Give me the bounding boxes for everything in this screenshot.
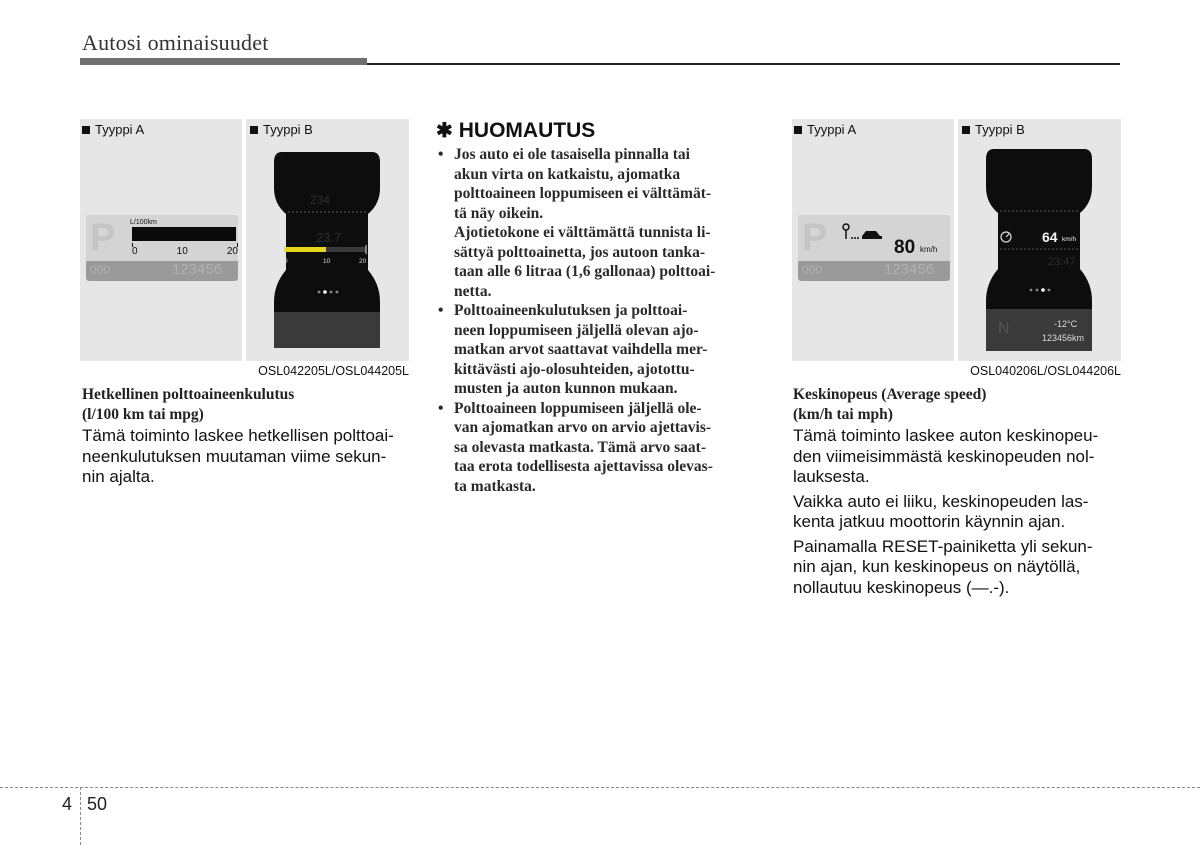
left-body: Tämä toiminto laskee hetkellisen polttoai- neenkulutuksen muutaman viime sekun- nin ajalta. — [82, 426, 394, 486]
scale-20: 20 — [359, 258, 367, 265]
square-bullet-icon — [82, 126, 90, 134]
unit-label: L/100km — [130, 219, 157, 226]
odo-left: 000 — [90, 263, 111, 277]
page-number: 50 — [87, 794, 108, 814]
faded-time: 23:47 — [1048, 256, 1076, 268]
odo-right: 123456 — [884, 261, 935, 278]
note-list — [436, 145, 768, 496]
square-bullet-icon — [250, 126, 258, 134]
fuel-consumption-track — [326, 247, 366, 252]
running-header: Autosi ominaisuudet — [82, 30, 269, 55]
figure-label-b: Tyyppi B — [962, 122, 1025, 137]
gear-indicator: N — [998, 320, 1010, 337]
chapter-number: 4 — [62, 794, 73, 814]
footer-rule — [0, 787, 1200, 788]
speed-value: 80 — [894, 237, 916, 258]
note-item: • Polttoaineenkulutuksen ja polttoai- neen loppumiseen jäljellä olevan ajo- matkan arvot saattavat vaihdella mer- kittävästi ajo-olosuhteiden, ajotottu- musten ja auton kunnon mukaan. — [438, 302, 708, 397]
left-heading: Hetkellinen polttoaineenkulutus (l/100 km tai mpg) — [82, 386, 295, 423]
right-heading: Keskinopeus (Average speed) (km/h tai mph) — [793, 386, 987, 423]
page-dot — [1048, 289, 1051, 292]
figure-label-a: Tyyppi A — [794, 122, 856, 137]
lcd-display-type-a — [86, 215, 238, 281]
temperature: -12°C — [1054, 319, 1078, 329]
page-dot — [318, 291, 321, 294]
odo-right: 123456 — [172, 261, 223, 278]
bullet-icon: • — [438, 302, 444, 319]
fuel-consumption-fill — [284, 247, 326, 252]
right-figure — [792, 119, 1121, 379]
figure-code: OSL040206L/OSL044206L — [970, 364, 1121, 378]
paragraph: Vaikka auto ei liiku, keskinopeuden las- kenta jatkuu moottorin käynnin ajan. — [793, 491, 1089, 531]
note-title: ✱ HUOMAUTUS — [436, 118, 596, 142]
asterisk-icon: ✱ — [436, 120, 453, 142]
page-dot — [336, 291, 339, 294]
paragraph: Painamalla RESET-painiketta yli sekun- nin ajan, kun keskinopeus on näytöllä, nollautuu keskinopeus (—.-). — [793, 536, 1093, 597]
page-dot-active — [323, 290, 327, 294]
cluster-display-type-b — [270, 152, 384, 348]
lcd-display-type-a — [798, 215, 950, 281]
header-rule-thin — [367, 63, 1120, 65]
figure-label-a: Tyyppi A — [82, 122, 144, 137]
page-dot — [1030, 289, 1033, 292]
speed-unit: km/h — [920, 245, 938, 254]
bar-scale: 0 10 20 — [132, 246, 238, 257]
faded-top-value: 234 — [310, 193, 331, 207]
speed-value: 64 — [1042, 229, 1058, 245]
bullet-icon: • — [438, 146, 444, 163]
footer-vertical-rule — [80, 787, 81, 845]
speed-unit: km/h — [1062, 236, 1077, 243]
scale-0: 0 — [284, 258, 288, 265]
consumption-bar — [132, 227, 236, 241]
page-dot — [330, 291, 333, 294]
scale-10: 10 — [323, 258, 331, 265]
figure-code: OSL042205L/OSL044205L — [258, 364, 409, 378]
gear-indicator: P — [90, 217, 116, 259]
cluster-lower-band — [274, 312, 380, 348]
faded-mid-value: 23.7 — [316, 230, 342, 245]
header-rule-thick — [80, 58, 367, 65]
square-bullet-icon — [962, 126, 970, 134]
average-speed-icon — [842, 223, 892, 243]
square-bullet-icon — [794, 126, 802, 134]
page-dot — [1036, 289, 1039, 292]
note-item: • Polttoaineen loppumiseen jäljellä ole- van ajomatkan arvo on arvio ajettavis- sa olevasta matkasta. Tämä arvo saat- taa erota todellisesta ajettavissa olevas- ta matkasta. — [438, 399, 713, 495]
figure-label-b: Tyyppi B — [250, 122, 313, 137]
left-figure — [80, 119, 409, 379]
bullet-icon: • — [438, 399, 444, 417]
cluster-display-type-b — [982, 149, 1096, 351]
odo-left: 000 — [802, 263, 823, 277]
page-dot-active — [1041, 288, 1045, 292]
right-body — [793, 426, 1123, 598]
gear-indicator: P — [802, 217, 828, 259]
note-item: • Jos auto ei ole tasaisella pinnalla tai akun virta on katkaistu, ajomatka polttoaineen loppumiseen ei välttämät- tä näy oikein. Ajotietokone ei välttämättä tunnista li- sättyä polttoainetta, jos autoon tanka- taan alle 6 litraa (1,6 gallonaa) polttoai- netta. — [438, 146, 716, 300]
odometer: 123456km — [1042, 333, 1085, 343]
paragraph: Tämä toiminto laskee auton keskinopeu- den viimeisimmästä keskinopeuden nol- lauksesta. — [793, 426, 1099, 486]
